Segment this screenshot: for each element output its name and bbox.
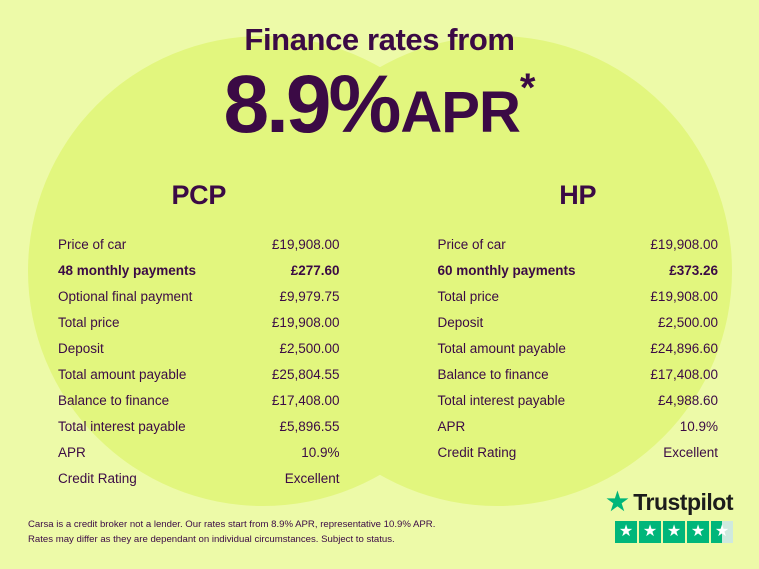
- rate-apr-label: APR: [400, 80, 520, 145]
- row-value: £5,896.55: [279, 418, 340, 434]
- headline-rate: [0, 59, 759, 150]
- trustpilot-name: Trustpilot: [633, 489, 733, 515]
- row-label: Price of car: [437, 236, 506, 252]
- row-value: 10.9%: [679, 418, 718, 434]
- rate-number: 8.9%: [223, 59, 399, 150]
- row-value: £25,804.55: [271, 366, 340, 382]
- row-value: £2,500.00: [279, 340, 340, 356]
- row-label: Optional final payment: [58, 288, 193, 304]
- row-value: £24,896.60: [650, 340, 718, 356]
- table-row: [438, 257, 719, 283]
- row-label: Balance to finance: [437, 366, 549, 382]
- table-row: [58, 309, 340, 335]
- row-label: Total amount payable: [437, 340, 566, 356]
- row-label: Total amount payable: [58, 366, 187, 382]
- pcp-table: [0, 180, 380, 491]
- row-label: Price of car: [58, 236, 127, 252]
- row-label: Total price: [437, 288, 500, 304]
- table-row: [438, 335, 719, 361]
- table-row: [58, 439, 340, 465]
- table-row: [438, 387, 719, 413]
- table-row: [438, 413, 719, 439]
- row-label: Total price: [58, 314, 120, 330]
- row-label: 48 monthly payments: [58, 262, 197, 278]
- table-row: [438, 309, 719, 335]
- row-label: Credit Rating: [58, 470, 137, 486]
- row-value: £19,908.00: [650, 236, 718, 252]
- row-value: £17,408.00: [271, 392, 340, 408]
- rating-star-icon: ★: [663, 521, 685, 543]
- table-row: [58, 361, 340, 387]
- row-value: £4,988.60: [657, 392, 718, 408]
- row-label: Deposit: [58, 340, 104, 356]
- row-label: Total interest payable: [58, 418, 186, 434]
- table-row: [58, 465, 340, 491]
- row-label: APR: [58, 444, 86, 460]
- page-title: Finance rates from: [244, 22, 515, 57]
- row-value: £2,500.00: [657, 314, 718, 330]
- disclaimer-text: Carsa is a credit broker not a lender. Our rates start from 8.9% APR, representative 10.9% APR. Rates may differ as they are dependant on individual circumstances. Subject to status.: [28, 519, 436, 545]
- table-row: [58, 413, 340, 439]
- row-label: Deposit: [437, 314, 484, 330]
- row-label: Credit Rating: [437, 444, 517, 460]
- hp-table: [380, 180, 759, 491]
- row-value: Excellent: [663, 444, 718, 460]
- rating-star-icon: ★: [615, 521, 637, 543]
- row-value: £19,908.00: [271, 314, 340, 330]
- row-value: £277.60: [290, 262, 340, 278]
- rating-star-icon: ★: [639, 521, 661, 543]
- row-label: Balance to finance: [58, 392, 170, 408]
- table-row: [438, 231, 719, 257]
- trustpilot-star-icon: ★: [606, 488, 629, 516]
- row-label: APR: [437, 418, 466, 434]
- pcp-title: PCP: [171, 180, 227, 210]
- rating-star-icon: ★: [687, 521, 709, 543]
- hp-title: HP: [559, 180, 597, 210]
- row-value: £373.26: [669, 262, 718, 278]
- table-row: [58, 231, 340, 257]
- row-value: £17,408.00: [650, 366, 718, 382]
- table-row: [58, 387, 340, 413]
- finance-tables: [0, 180, 759, 491]
- table-row: [58, 257, 340, 283]
- table-row: [438, 439, 719, 465]
- table-row: [438, 283, 719, 309]
- table-row: [58, 335, 340, 361]
- table-row: [438, 361, 719, 387]
- rate-asterisk: *: [519, 66, 536, 110]
- row-value: 10.9%: [301, 444, 340, 460]
- row-value: Excellent: [284, 470, 340, 486]
- row-label: 60 monthly payments: [437, 262, 576, 278]
- rating-half-star-icon: ★: [711, 521, 733, 543]
- row-value: £9,979.75: [279, 288, 340, 304]
- row-label: Total interest payable: [437, 392, 566, 408]
- table-row: [58, 283, 340, 309]
- row-value: £19,908.00: [650, 288, 718, 304]
- row-value: £19,908.00: [271, 236, 340, 252]
